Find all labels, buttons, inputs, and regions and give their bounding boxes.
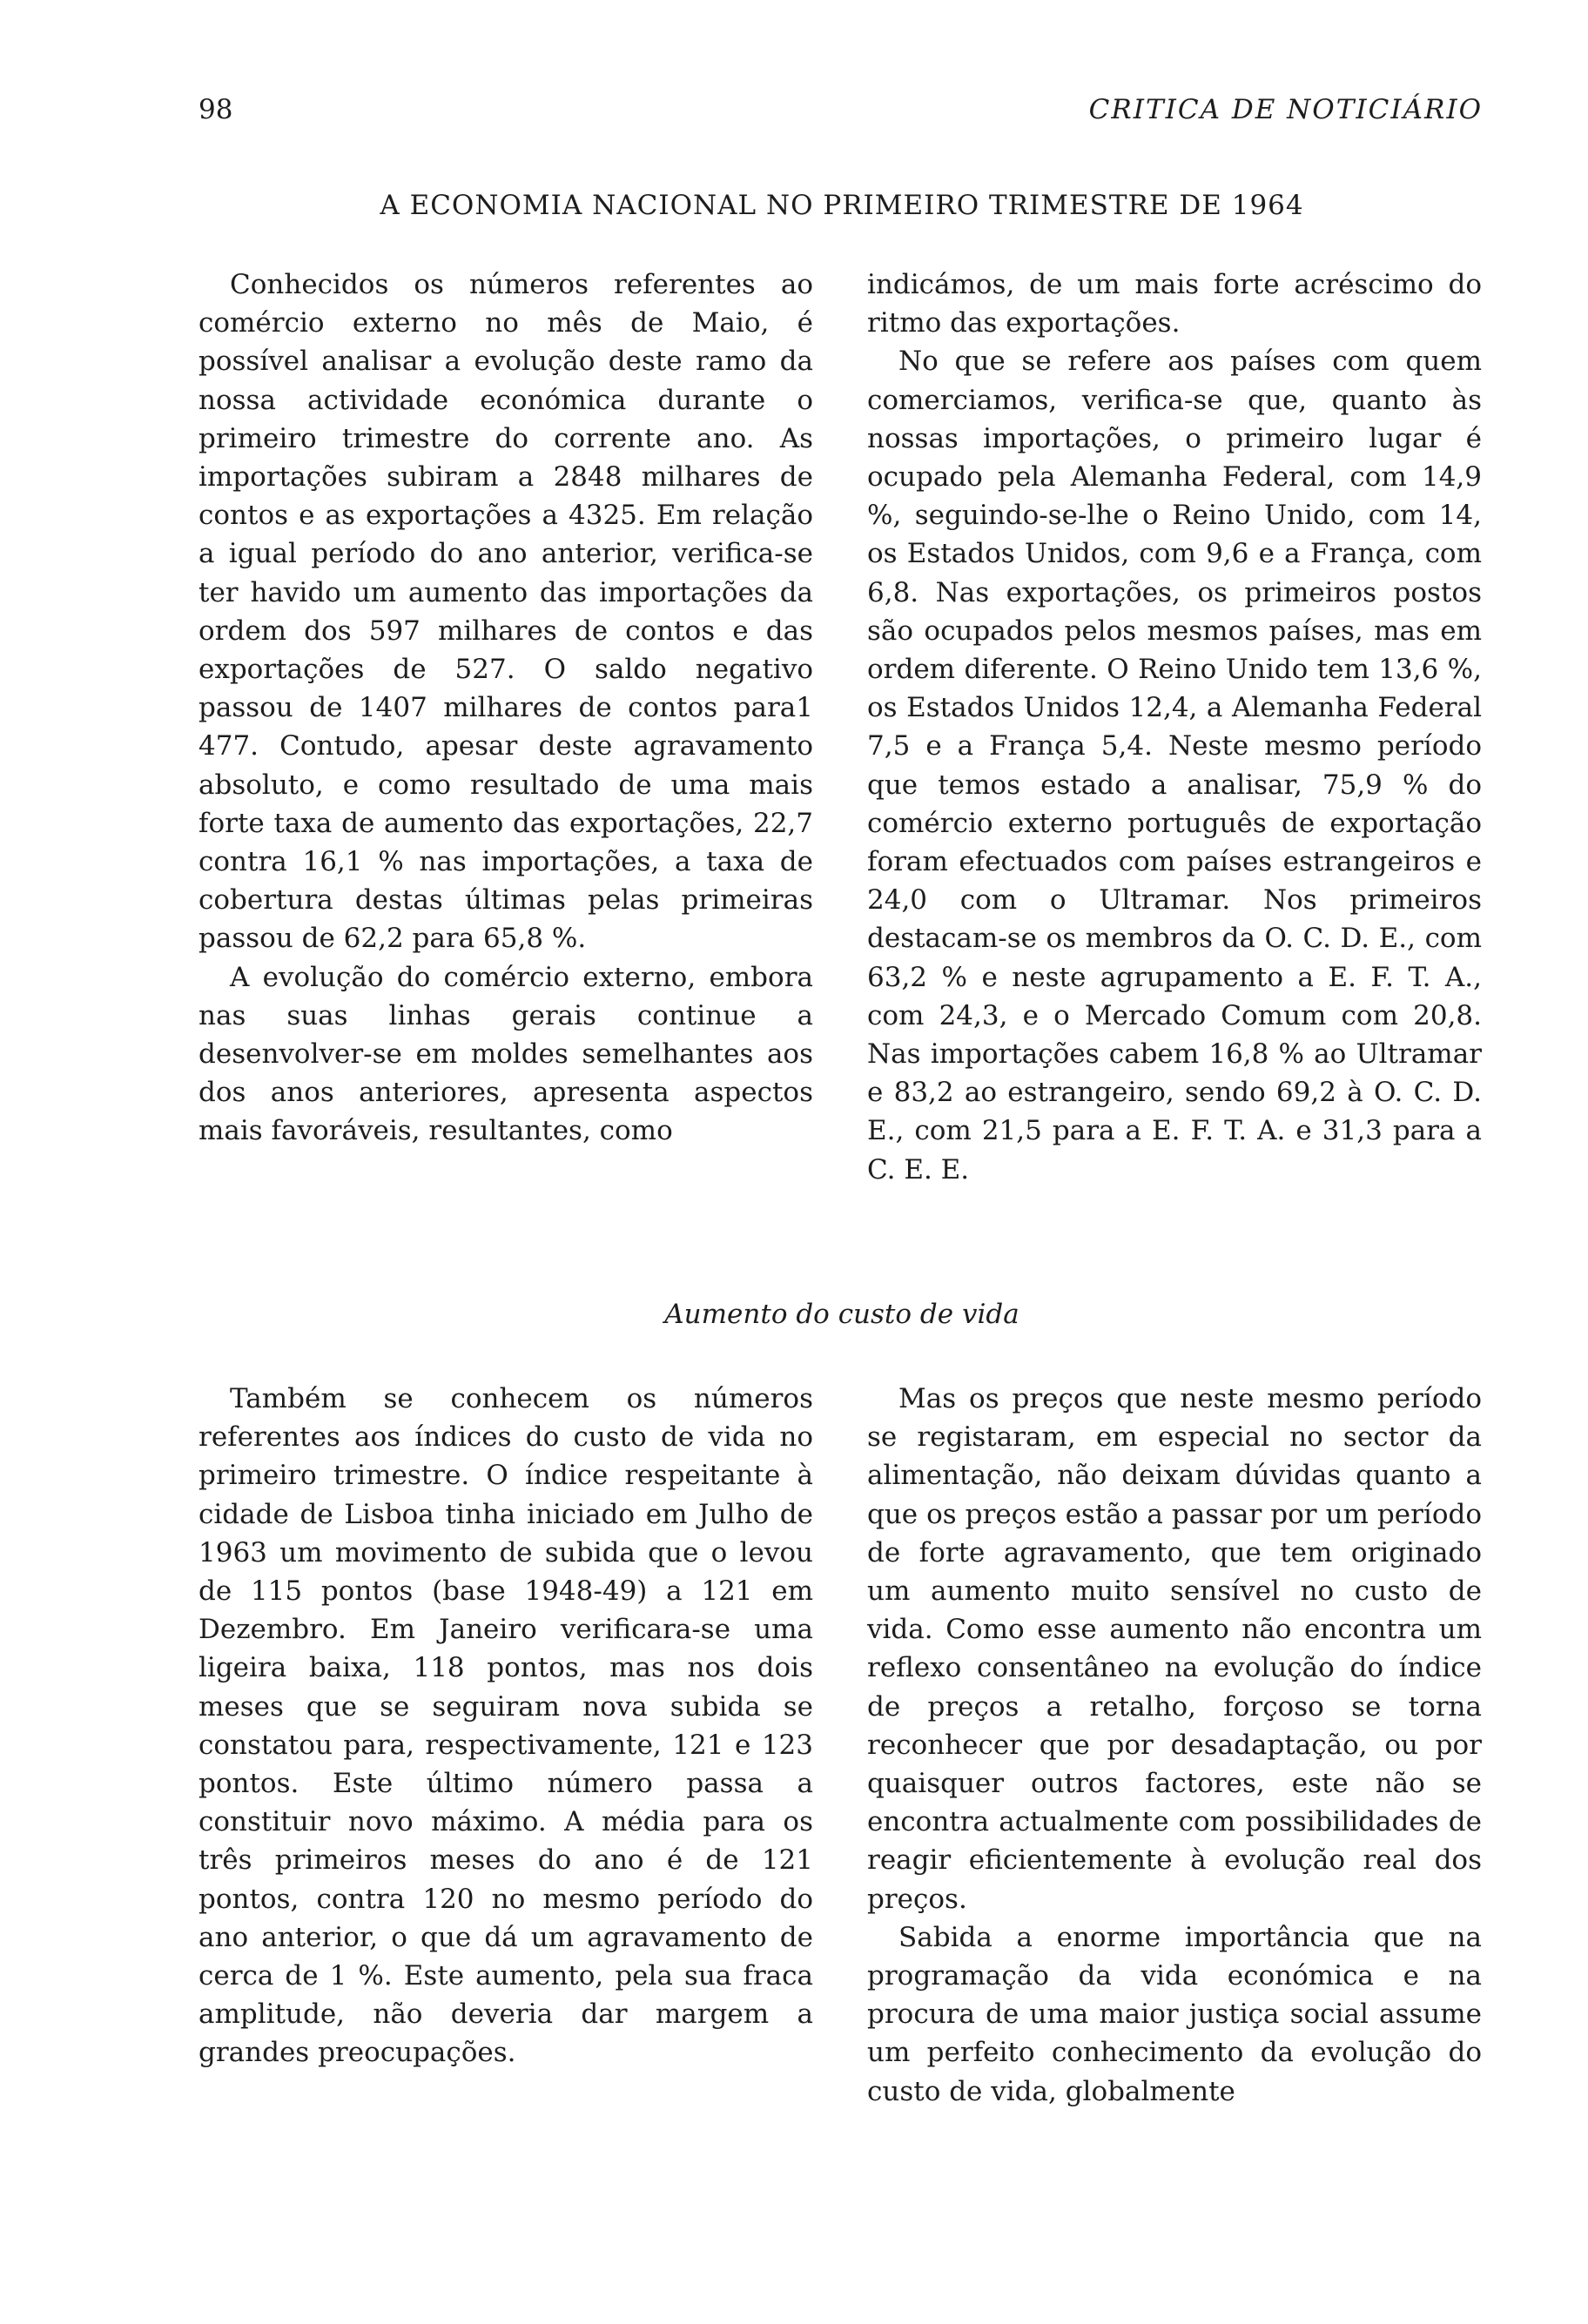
section-column-left: [198, 265, 813, 1151]
paragraph: A evolução do comércio externo, embora nas suas linhas gerais continue a desenvolver-se em moldes semelhantes aos dos anos anteriores, apresenta aspectos mais favoráveis, resultantes, como: [198, 961, 813, 1147]
paragraph: Mas os preços que neste mesmo período se registaram, em especial no sector da alimentação, não deixam dúvidas quanto a que os preços estão a passar por um período de forte agravamento, que tem originado um aumento muito sensível no custo de vida. Como esse aumento não encontra um reflexo consentâneo na evolução do índice de preços a retalho, forçoso se torna reconhecer que por desadaptação, ou por quaisquer outros factores, este não se encontra actualmente com possibilidades de reagir eficientemente à evolução real dos preços.: [867, 1383, 1482, 1915]
subsection-title: Aumento do custo de vida: [664, 1299, 1019, 1330]
subsection-column-right: [867, 1380, 1482, 2111]
section-column-right: [867, 265, 1482, 1189]
paragraph: No que se refere aos países com quem comerciamos, verifica-se que, quanto às nossas importações, o primeiro lugar é ocupado pela Alemanha Federal, com 14,9 %, seguindo-se-lhe o Reino Unido, com 14, os Estados Unidos, com 9,6 e a França, com 6,8. Nas exportações, os primeiros postos são ocupados pelos mesmos países, mas em ordem diferente. O Reino Unido tem 13,6 %, os Estados Unidos 12,4, a Alemanha Federal 7,5 e a França 5,4. Neste mesmo período que temos estado a analisar, 75,9 % do comércio externo português de exportação foram efectuados com países estrangeiros e 24,0 com o Ultramar. Nos primeiros destacam-se os membros da O. C. D. E., com 63,2 % e neste agrupamento a E. F. T. A., com 24,3, e o Mercado Comum com 20,8. Nas importações cabem 16,8 % ao Ultramar e 83,2 ao estrangeiro, sendo 69,2 à O. C. D. E., com 21,5 para a E. F. T. A. e 31,3 para a C. E. E.: [867, 346, 1482, 1186]
paragraph: Sabida a enorme importância que na programação da vida económica e na procura de uma maior justiça social assume um perfeito conhecimento da evolução do custo de vida, globalmente: [867, 1921, 1482, 2107]
running-title: CRITICA DE NOTICIÁRIO: [1088, 94, 1483, 125]
paragraph: Conhecidos os números referentes ao comércio externo no mês de Maio, é possível analisar a evolução deste ramo da nossa actividade económica durante o primeiro trimestre do corrente ano. As importações subiram a 2848 milhares de contos e as exportações a 4325. Em relação a igual período do ano anterior, verifica-se ter havido um aumento das importações da ordem dos 597 milhares de contos e das exportações de 527. O saldo negativo passou de 1407 milhares de contos para1 477. Contudo, apesar deste agravamento absoluto, e como resultado de uma mais forte taxa de aumento das exportações, 22,7 contra 16,1 % nas importações, a taxa de cobertura destas últimas pelas primeiras passou de 62,2 para 65,8 %.: [198, 269, 813, 955]
paragraph: Também se conhecem os números referentes aos índices do custo de vida no primeiro trimestre. O índice respeitante à cidade de Lisboa tinha iniciado em Julho de 1963 um movimento de subida que o levou de 115 pontos (base 1948-49) a 121 em Dezembro. Em Janeiro verificara-se uma ligeira baixa, 118 pontos, mas nos dois meses que se seguiram nova subida se constatou para, respectivamente, 121 e 123 pontos. Este último número passa a constituir novo máximo. A média para os três primeiros meses do ano é de 121 pontos, contra 120 no mesmo período do ano anterior, o que dá um agravamento de cerca de 1 %. Este aumento, pela sua fraca amplitude, não deveria dar margem a grandes preocupações.: [198, 1383, 813, 2069]
page-number: 98: [198, 94, 233, 125]
subsection-column-left: [198, 1380, 813, 2072]
paragraph-continuation: indicámos, de um mais forte acréscimo do ritmo das exportações.: [867, 269, 1482, 339]
section-title: A ECONOMIA NACIONAL NO PRIMEIRO TRIMESTRE DE 1964: [380, 190, 1304, 221]
